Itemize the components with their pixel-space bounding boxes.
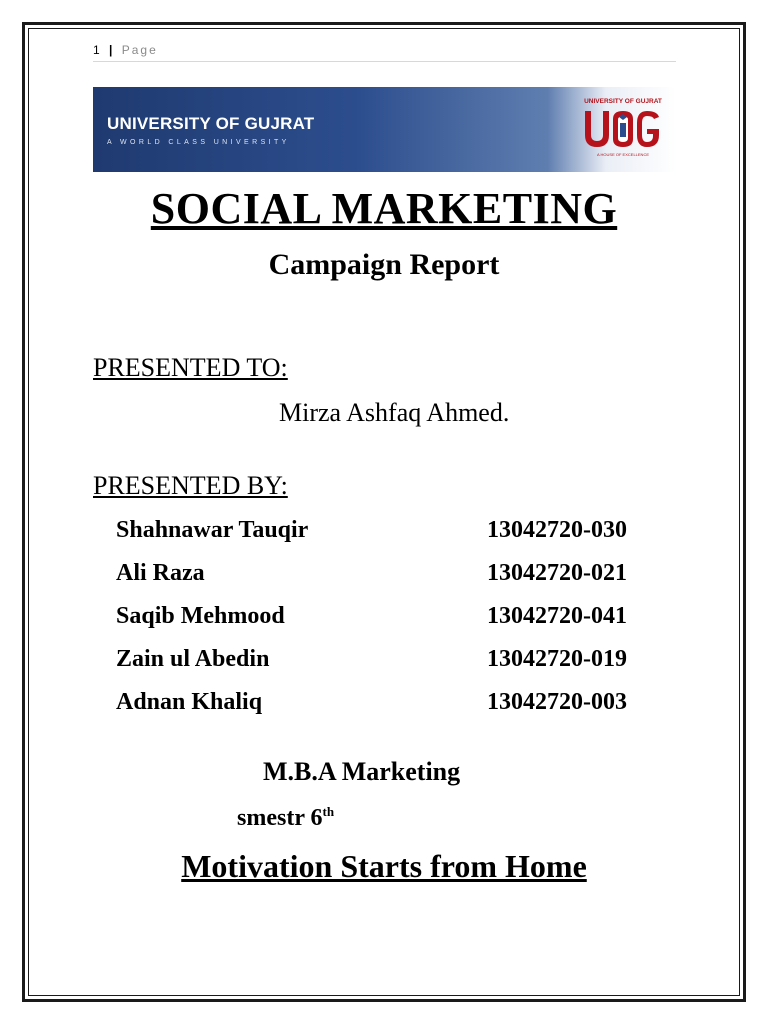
recipient-name: Mirza Ashfaq Ahmed.	[279, 398, 510, 427]
member-name: Zain ul Abedin	[116, 646, 270, 672]
page-header	[93, 43, 676, 62]
member-id: 13042720-041	[487, 603, 627, 629]
member-id: 13042720-021	[487, 560, 627, 586]
document-title: SOCIAL MARKETING	[150, 184, 618, 233]
campaign-motto: Motivation Starts from Home	[181, 848, 587, 884]
presented-to-heading: PRESENTED TO:	[93, 353, 288, 382]
page-label: Page	[121, 43, 158, 57]
banner-tagline: A WORLD CLASS UNIVERSITY	[107, 139, 290, 146]
member-id: 13042720-019	[487, 646, 627, 672]
logo-motto: A HOUSE OF EXCELLENCE	[596, 152, 649, 157]
semester-suffix: th	[322, 804, 335, 819]
page-separator: |	[109, 43, 115, 57]
banner-title: UNIVERSITY OF GUJRAT	[107, 114, 315, 133]
member-id: 13042720-003	[487, 689, 627, 715]
member-name: Shahnawar Tauqir	[116, 517, 309, 543]
member-name: Ali Raza	[116, 560, 205, 586]
logo-caption: UNIVERSITY OF GUJRAT	[584, 98, 662, 105]
university-logo	[575, 95, 671, 167]
semester-label: smestr 6	[237, 805, 323, 831]
presented-by-heading: PRESENTED BY:	[93, 471, 288, 500]
member-name: Adnan Khaliq	[116, 689, 263, 715]
document-subtitle: Campaign Report	[268, 248, 500, 281]
semester	[237, 804, 334, 832]
member-id: 13042720-030	[487, 517, 627, 543]
university-banner	[93, 87, 676, 172]
page-number: 1	[93, 43, 102, 57]
member-name: Saqib Mehmood	[116, 603, 285, 629]
program-name: M.B.A Marketing	[263, 757, 461, 786]
